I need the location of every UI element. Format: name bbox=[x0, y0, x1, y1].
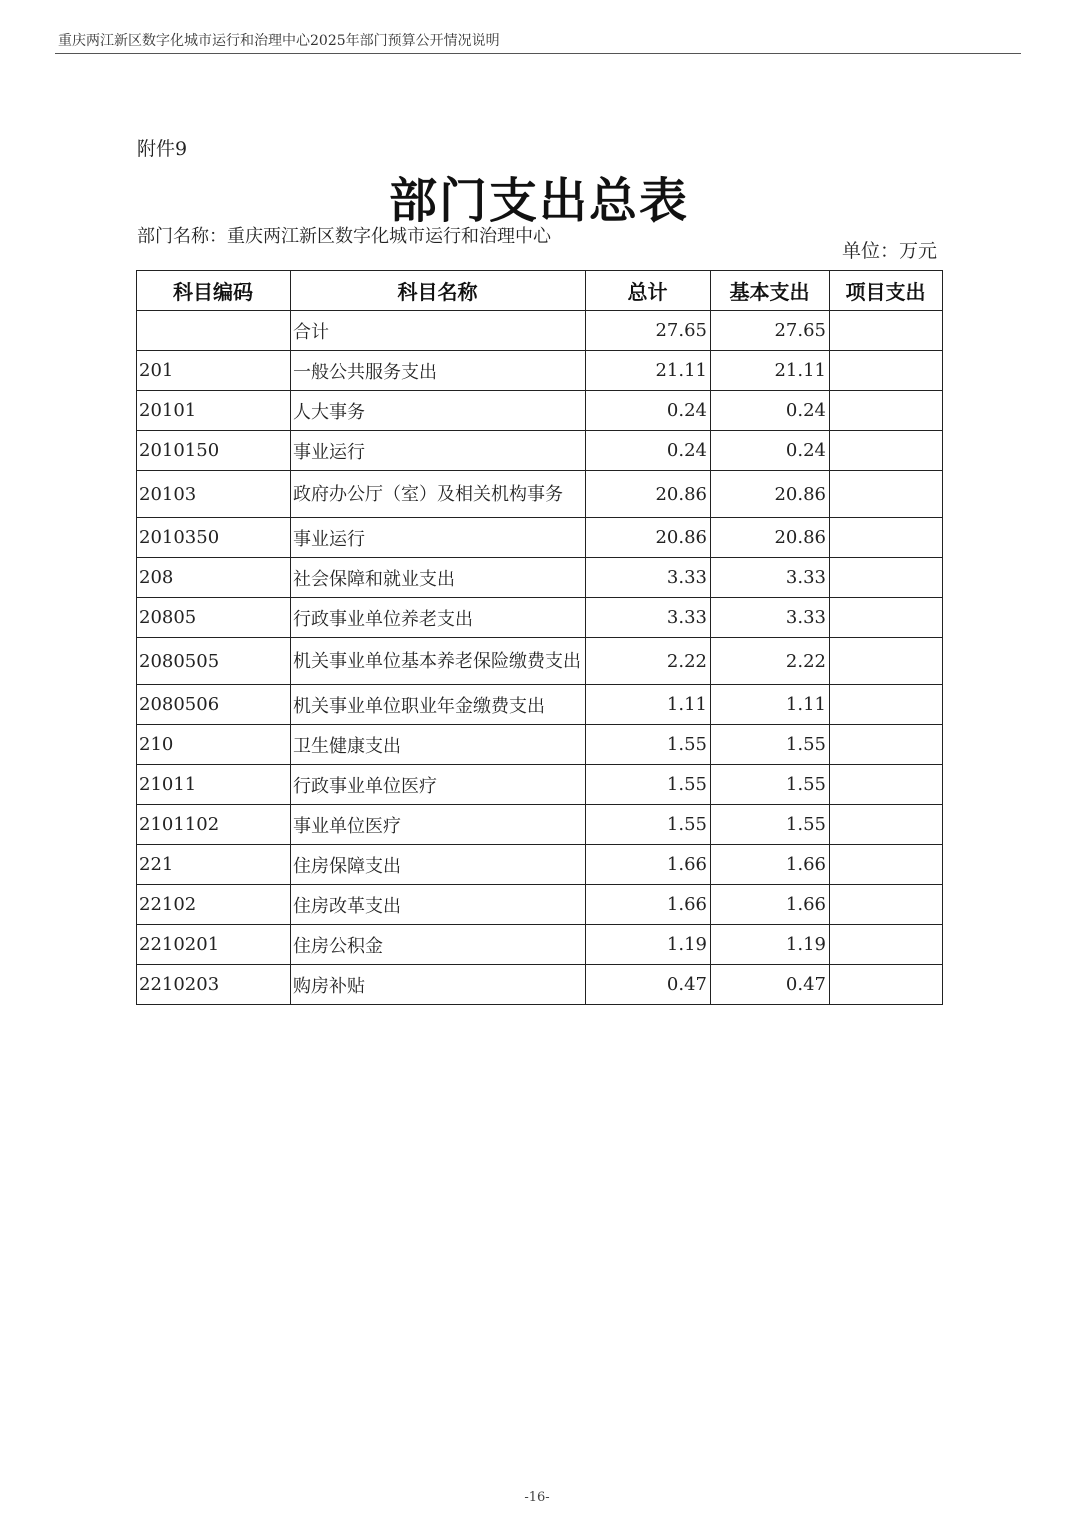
cell-basic: 1.66 bbox=[711, 885, 830, 925]
department-name: 部门名称：重庆两江新区数字化城市运行和治理中心 bbox=[137, 226, 551, 247]
cell-name: 人大事务 bbox=[291, 391, 586, 431]
cell-code: 2080505 bbox=[137, 638, 291, 685]
cell-code: 2210201 bbox=[137, 925, 291, 965]
cell-code: 21011 bbox=[137, 765, 291, 805]
table-row bbox=[137, 885, 943, 925]
cell-project bbox=[830, 965, 943, 1005]
cell-total: 1.66 bbox=[586, 885, 711, 925]
column-header-total: 总计 bbox=[586, 271, 711, 311]
cell-basic: 1.55 bbox=[711, 725, 830, 765]
table-row bbox=[137, 351, 943, 391]
cell-name: 卫生健康支出 bbox=[291, 725, 586, 765]
cell-total: 0.47 bbox=[586, 965, 711, 1005]
cell-total: 3.33 bbox=[586, 598, 711, 638]
cell-project bbox=[830, 725, 943, 765]
expenditure-table bbox=[136, 270, 943, 1005]
cell-total: 1.55 bbox=[586, 805, 711, 845]
cell-total: 20.86 bbox=[586, 471, 711, 518]
cell-basic: 0.47 bbox=[711, 965, 830, 1005]
cell-basic: 21.11 bbox=[711, 351, 830, 391]
table-row bbox=[137, 471, 943, 518]
table-row bbox=[137, 765, 943, 805]
cell-project bbox=[830, 471, 943, 518]
table-row bbox=[137, 638, 943, 685]
table-row bbox=[137, 725, 943, 765]
cell-name: 事业运行 bbox=[291, 518, 586, 558]
cell-project bbox=[830, 638, 943, 685]
cell-project bbox=[830, 311, 943, 351]
cell-project bbox=[830, 431, 943, 471]
cell-code: 20101 bbox=[137, 391, 291, 431]
cell-project bbox=[830, 598, 943, 638]
cell-project bbox=[830, 685, 943, 725]
attachment-label: 附件9 bbox=[137, 138, 188, 160]
cell-basic: 1.66 bbox=[711, 845, 830, 885]
cell-name: 社会保障和就业支出 bbox=[291, 558, 586, 598]
cell-name: 购房补贴 bbox=[291, 965, 586, 1005]
cell-name: 合计 bbox=[291, 311, 586, 351]
cell-total: 1.11 bbox=[586, 685, 711, 725]
cell-code: 201 bbox=[137, 351, 291, 391]
table-row bbox=[137, 598, 943, 638]
cell-basic: 0.24 bbox=[711, 391, 830, 431]
cell-project bbox=[830, 351, 943, 391]
page-number: -16- bbox=[524, 1490, 550, 1505]
cell-basic: 1.55 bbox=[711, 765, 830, 805]
cell-basic: 20.86 bbox=[711, 471, 830, 518]
cell-total: 0.24 bbox=[586, 391, 711, 431]
table-row bbox=[137, 518, 943, 558]
cell-name: 机关事业单位职业年金缴费支出 bbox=[291, 685, 586, 725]
unit-label: 单位：万元 bbox=[841, 240, 937, 262]
cell-project bbox=[830, 765, 943, 805]
cell-basic: 20.86 bbox=[711, 518, 830, 558]
cell-name: 事业单位医疗 bbox=[291, 805, 586, 845]
cell-total: 1.55 bbox=[586, 725, 711, 765]
cell-code: 2210203 bbox=[137, 965, 291, 1005]
cell-project bbox=[830, 885, 943, 925]
table-row bbox=[137, 391, 943, 431]
cell-code: 2010350 bbox=[137, 518, 291, 558]
table-row bbox=[137, 925, 943, 965]
running-header: 重庆两江新区数字化城市运行和治理中心2025年部门预算公开情况说明 bbox=[58, 33, 500, 49]
cell-code: 20103 bbox=[137, 471, 291, 518]
cell-basic: 3.33 bbox=[711, 558, 830, 598]
table-body bbox=[137, 311, 943, 1005]
cell-total: 27.65 bbox=[586, 311, 711, 351]
cell-project bbox=[830, 391, 943, 431]
cell-total: 21.11 bbox=[586, 351, 711, 391]
cell-project bbox=[830, 925, 943, 965]
table-row bbox=[137, 845, 943, 885]
header-divider bbox=[55, 53, 1021, 54]
cell-project bbox=[830, 805, 943, 845]
page-title: 部门支出总表 bbox=[388, 173, 689, 229]
table-row bbox=[137, 311, 943, 351]
cell-code: 221 bbox=[137, 845, 291, 885]
cell-name: 一般公共服务支出 bbox=[291, 351, 586, 391]
table-header bbox=[137, 271, 943, 311]
table-row bbox=[137, 558, 943, 598]
cell-project bbox=[830, 558, 943, 598]
cell-code: 2080506 bbox=[137, 685, 291, 725]
table-row bbox=[137, 965, 943, 1005]
cell-code bbox=[137, 311, 291, 351]
column-header-basic: 基本支出 bbox=[711, 271, 830, 311]
cell-basic: 1.19 bbox=[711, 925, 830, 965]
cell-name: 行政事业单位医疗 bbox=[291, 765, 586, 805]
cell-total: 3.33 bbox=[586, 558, 711, 598]
cell-basic: 1.11 bbox=[711, 685, 830, 725]
cell-total: 20.86 bbox=[586, 518, 711, 558]
cell-code: 20805 bbox=[137, 598, 291, 638]
cell-name: 行政事业单位养老支出 bbox=[291, 598, 586, 638]
cell-total: 1.55 bbox=[586, 765, 711, 805]
cell-basic: 2.22 bbox=[711, 638, 830, 685]
table-row bbox=[137, 431, 943, 471]
column-header-code: 科目编码 bbox=[137, 271, 291, 311]
table-row bbox=[137, 685, 943, 725]
cell-basic: 27.65 bbox=[711, 311, 830, 351]
table-row bbox=[137, 805, 943, 845]
cell-code: 22102 bbox=[137, 885, 291, 925]
cell-project bbox=[830, 845, 943, 885]
cell-project bbox=[830, 518, 943, 558]
cell-total: 0.24 bbox=[586, 431, 711, 471]
cell-total: 1.19 bbox=[586, 925, 711, 965]
cell-basic: 0.24 bbox=[711, 431, 830, 471]
cell-code: 2010150 bbox=[137, 431, 291, 471]
cell-basic: 1.55 bbox=[711, 805, 830, 845]
cell-total: 1.66 bbox=[586, 845, 711, 885]
column-header-project: 项目支出 bbox=[830, 271, 943, 311]
cell-name: 政府办公厅（室）及相关机构事务 bbox=[291, 471, 586, 518]
cell-basic: 3.33 bbox=[711, 598, 830, 638]
cell-name: 住房保障支出 bbox=[291, 845, 586, 885]
cell-name: 住房改革支出 bbox=[291, 885, 586, 925]
cell-name: 机关事业单位基本养老保险缴费支出 bbox=[291, 638, 586, 685]
cell-name: 住房公积金 bbox=[291, 925, 586, 965]
cell-code: 208 bbox=[137, 558, 291, 598]
cell-name: 事业运行 bbox=[291, 431, 586, 471]
cell-code: 2101102 bbox=[137, 805, 291, 845]
cell-total: 2.22 bbox=[586, 638, 711, 685]
column-header-name: 科目名称 bbox=[291, 271, 586, 311]
header-row bbox=[137, 271, 943, 311]
cell-code: 210 bbox=[137, 725, 291, 765]
